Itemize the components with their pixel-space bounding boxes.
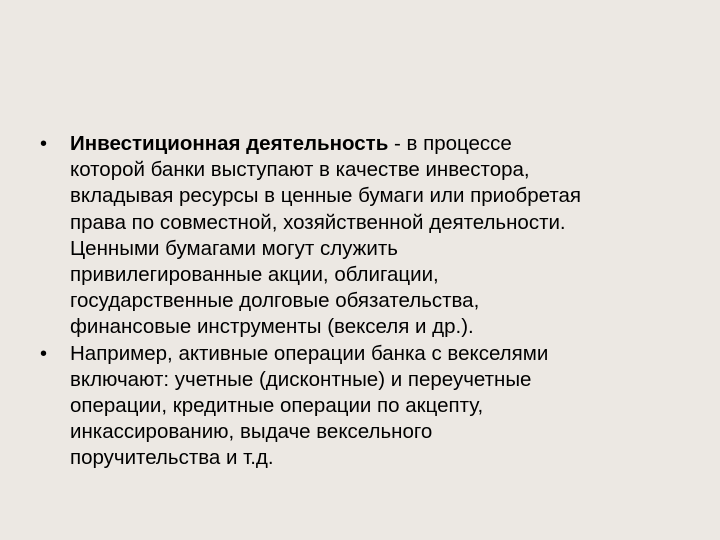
text-line: Ценными бумагами могут служить (70, 236, 398, 260)
text-line: операции, кредитные операции по акцепту, (70, 394, 484, 418)
text-line: привилегированные акции, облигации, (70, 263, 439, 287)
text-line: вкладывая ресурсы в ценные бумаги или приобретая (70, 184, 581, 208)
text-line: государственные долговые обязательства, (70, 289, 480, 313)
text-line: права по совместной, хозяйственной деятельности. (70, 210, 566, 234)
text-line (70, 131, 690, 157)
bullet-marker: • (40, 342, 48, 365)
text-line: которой банки выступают в качестве инвестора, (70, 158, 530, 182)
text-fragment: - в процессе (388, 132, 512, 155)
text-line: финансовые инструменты (векселя и др.). (70, 315, 474, 339)
bullet-list (40, 131, 690, 472)
term-investment-activity: Инвестиционная деятельность (70, 132, 389, 155)
text-line: поручительства и т.д. (70, 446, 274, 470)
bullet-marker: • (40, 133, 48, 155)
text-line: инкассированию, выдаче вексельного (70, 420, 433, 444)
bullet-item-investment (40, 131, 690, 341)
bullet-item-example (40, 341, 690, 472)
text-line: включают: учетные (дисконтные) и переучетные (70, 367, 532, 391)
text-line: Например, активные операции банка с векселями (70, 341, 549, 365)
